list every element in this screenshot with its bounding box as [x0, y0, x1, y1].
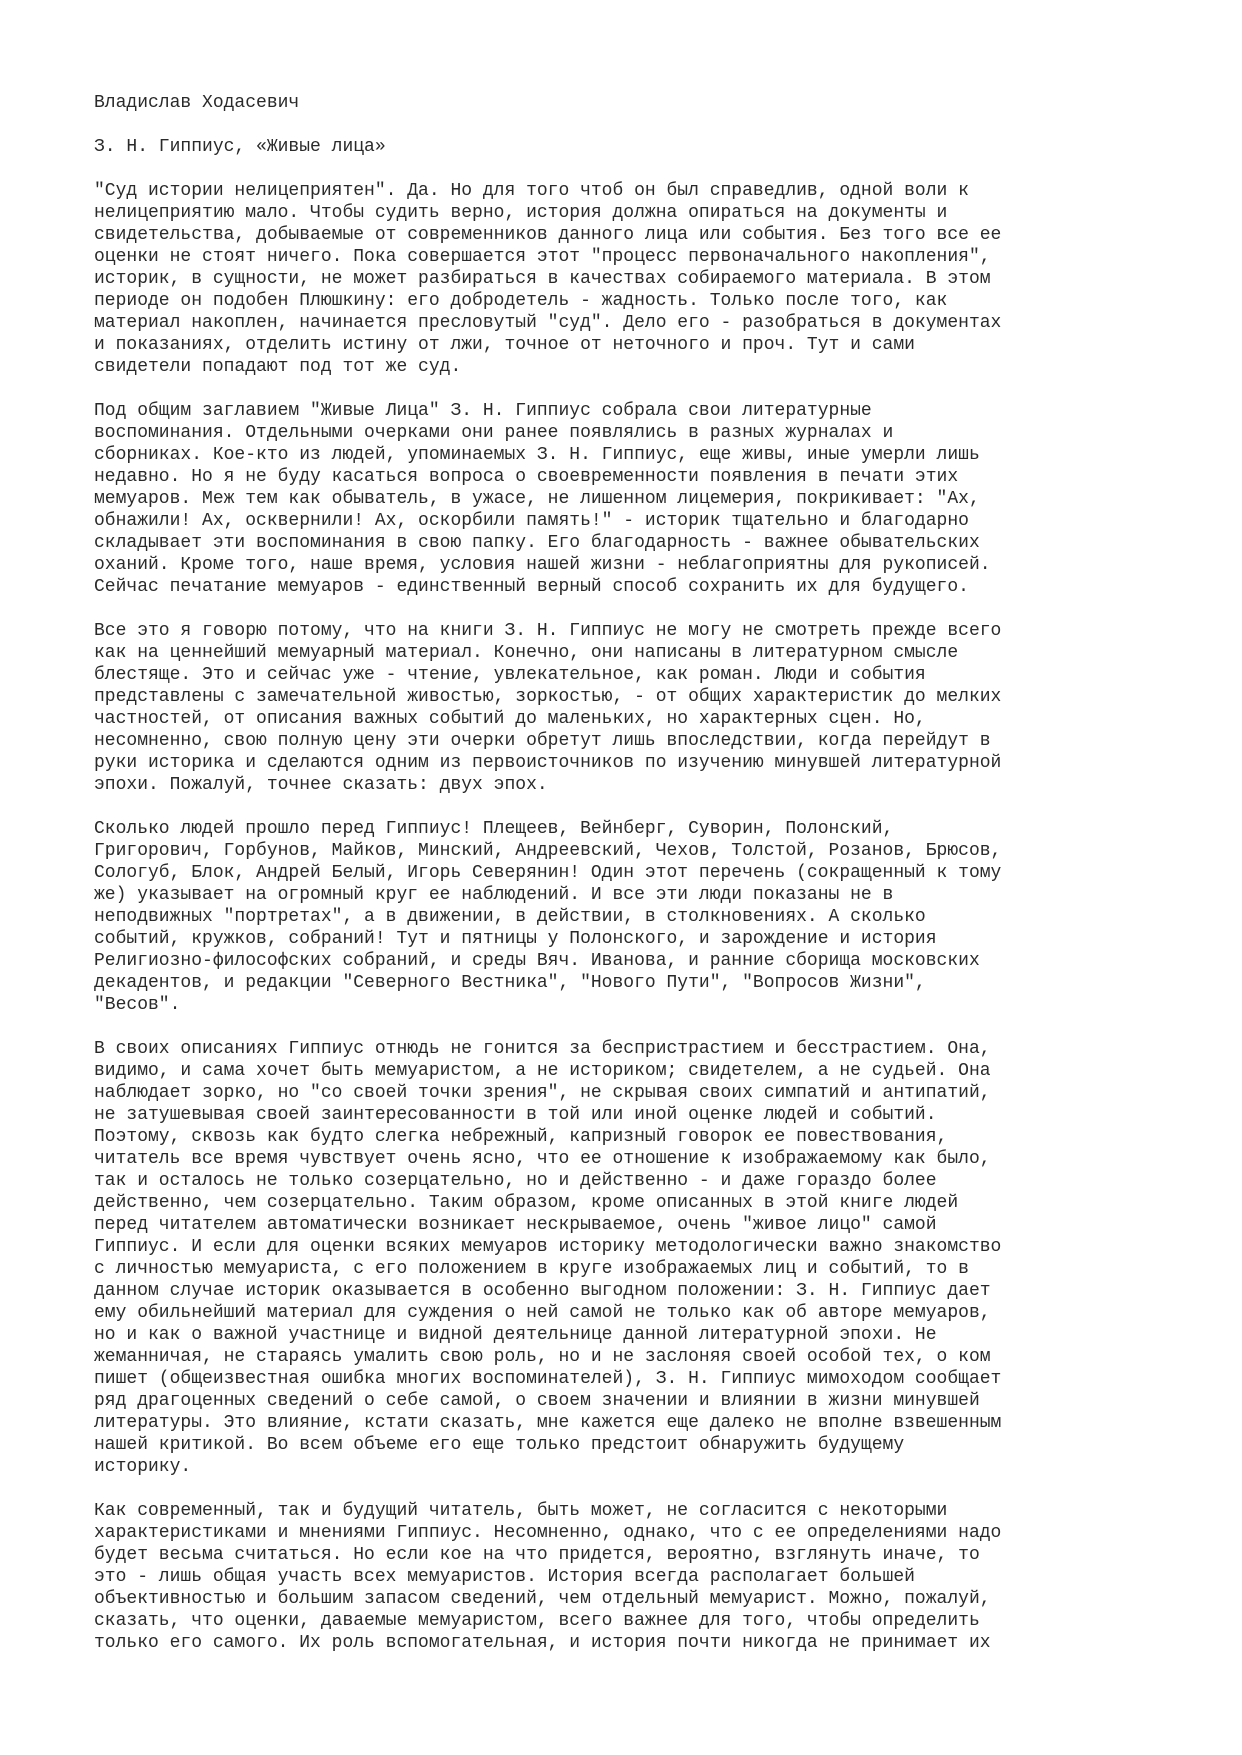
text-line: пишет (общеизвестная ошибка многих воспоминателей), З. Н. Гиппиус мимоходом сообщает — [94, 1369, 1002, 1389]
paragraph — [94, 1500, 1194, 1654]
text-line: материал накоплен, начинается пресловутый "суд". Дело его - разобраться в документах — [94, 313, 1002, 333]
text-line: руки историка и сделаются одним из первоисточников по изучению минувшей литературной — [94, 753, 1002, 773]
text-line: читатель все время чувствует очень ясно, что ее отношение к изображаемому как было, — [94, 1149, 991, 1169]
text-line: сказать, что оценки, даваемые мемуаристом, всего важнее для того, чтобы определить — [94, 1611, 980, 1631]
text-line: оханий. Кроме того, наше время, условия нашей жизни - неблагоприятны для рукописей. — [94, 555, 991, 575]
text-line: характеристиками и мнениями Гиппиус. Несомненно, однако, что с ее определениями надо — [94, 1523, 1002, 1543]
text-line: действенно, чем созерцательно. Таким образом, кроме описанных в этой книге людей — [94, 1193, 959, 1213]
text-line: Сейчас печатание мемуаров - единственный верный способ сохранить их для будущего. — [94, 577, 969, 597]
document-body — [94, 180, 1194, 1654]
text-line: Гиппиус. И если для оценки всяких мемуаров историку методологически важно знакомство — [94, 1237, 1002, 1257]
text-line: блестяще. Это и сейчас уже - чтение, увлекательное, как роман. Люди и события — [94, 665, 926, 685]
text-line: эпохи. Пожалуй, точнее сказать: двух эпох. — [94, 775, 548, 795]
text-line: Поэтому, сквозь как будто слегка небрежный, капризный говорок ее повествования, — [94, 1127, 948, 1147]
text-line: неподвижных "портретах", а в движении, в действии, в столкновениях. А сколько — [94, 907, 926, 927]
document-title: З. Н. Гиппиус, «Живые лица» — [94, 137, 386, 157]
text-line: "Суд истории нелицеприятен". Да. Но для того чтоб он был справедлив, одной воли к — [94, 181, 969, 201]
text-line: историку. — [94, 1457, 192, 1477]
author-name: Владислав Ходасевич — [94, 93, 300, 113]
text-line: периоде он подобен Плюшкину: его добродетель - жадность. Только после того, как — [94, 291, 948, 311]
text-line: нелицеприятию мало. Чтобы судить верно, история должна опираться на документы и — [94, 203, 948, 223]
text-line: нашей критикой. Во всем объеме его еще только предстоит обнаружить будущему — [94, 1435, 905, 1455]
text-line: событий, кружков, собраний! Тут и пятницы у Полонского, и зарождение и история — [94, 929, 937, 949]
text-line: так и осталось не только созерцательно, но и действенно - и даже гораздо более — [94, 1171, 937, 1191]
text-line: данном случае историк оказывается в особенно выгодном положении: З. Н. Гиппиус дает — [94, 1281, 991, 1301]
text-line: жеманничая, не стараясь умалить свою роль, но и не заслоняя своей особой тех, о ком — [94, 1347, 991, 1367]
text-line: же) указывает на огромный круг ее наблюдений. И все эти люди показаны не в — [94, 885, 894, 905]
text-line: Все это я говорю потому, что на книги З. Н. Гиппиус не могу не смотреть прежде всего — [94, 621, 1002, 641]
text-line: оценки не стоят ничего. Пока совершается этот "процесс первоначального накопления", — [94, 247, 991, 267]
text-line: Григорович, Горбунов, Майков, Минский, Андреевский, Чехов, Толстой, Розанов, Брюсов, — [94, 841, 1002, 861]
paragraph — [94, 818, 1194, 1016]
paragraph — [94, 180, 1194, 378]
text-line: воспоминания. Отдельными очерками они ранее появлялись в разных журналах и — [94, 423, 894, 443]
text-line: Религиозно-философских собраний, и среды Вяч. Иванова, и ранние сборища московских — [94, 951, 980, 971]
document-page — [94, 92, 1194, 1676]
text-line: декадентов, и редакции "Северного Вестника", "Нового Пути", "Вопросов Жизни", — [94, 973, 926, 993]
text-line: перед читателем автоматически возникает нескрываемое, очень "живое лицо" самой — [94, 1215, 937, 1235]
text-line: мемуаров. Меж тем как обыватель, в ужасе, не лишенном лицемерия, покрикивает: "Ах, — [94, 489, 980, 509]
text-line: свидетели попадают под тот же суд. — [94, 357, 462, 377]
text-line: В своих описаниях Гиппиус отнюдь не гонится за беспристрастием и бесстрастием. Она, — [94, 1039, 991, 1059]
text-line: наблюдает зорко, но "со своей точки зрения", не скрывая своих симпатий и антипатий, — [94, 1083, 991, 1103]
text-line: Сколько людей прошло перед Гиппиус! Плещеев, Вейнберг, Суворин, Полонский, — [94, 819, 894, 839]
paragraph — [94, 1038, 1194, 1478]
text-line: Сологуб, Блок, Андрей Белый, Игорь Северянин! Один этот перечень (сокращенный к тому — [94, 863, 1002, 883]
text-line: свидетельства, добываемые от современников данного лица или события. Без того все ее — [94, 225, 1002, 245]
text-line: историк, в сущности, не может разбираться в качествах собираемого материала. В этом — [94, 269, 991, 289]
text-line: не затушевывая своей заинтересованности в той или иной оценке людей и событий. — [94, 1105, 937, 1125]
text-line: объективностью и большим запасом сведений, чем отдельный мемуарист. Можно, пожалуй, — [94, 1589, 991, 1609]
text-line: несомненно, свою полную цену эти очерки обретут лишь впоследствии, когда перейдут в — [94, 731, 991, 751]
text-line: видимо, и сама хочет быть мемуаристом, а не историком; свидетелем, а не судьей. Она — [94, 1061, 991, 1081]
text-line: складывает эти воспоминания в свою папку. Его благодарность - важнее обывательских — [94, 533, 980, 553]
text-line: сборниках. Кое-кто из людей, упоминаемых З. Н. Гиппиус, еще живы, иные умерли лишь — [94, 445, 980, 465]
text-line: Как современный, так и будущий читатель, быть может, не согласится с некоторыми — [94, 1501, 948, 1521]
text-line: с личностью мемуариста, с его положением в круге изображаемых лиц и событий, то в — [94, 1259, 969, 1279]
text-line: обнажили! Ах, осквернили! Ах, оскорбили память!" - историк тщательно и благодарно — [94, 511, 969, 531]
text-line: ряд драгоценных сведений о себе самой, о своем значении и влиянии в жизни минувшей — [94, 1391, 980, 1411]
text-line: ему обильнейший материал для суждения о ней самой не только как об авторе мемуаров, — [94, 1303, 991, 1323]
paragraph — [94, 620, 1194, 796]
text-line: только его самого. Их роль вспомогательная, и история почти никогда не принимает их — [94, 1633, 991, 1653]
text-line: как на ценнейший мемуарный материал. Конечно, они написаны в литературном смысле — [94, 643, 959, 663]
text-line: представлены с замечательной живостью, зоркостью, - от общих характеристик до мелких — [94, 687, 1002, 707]
text-line: частностей, от описания важных событий до маленьких, но характерных сцен. Но, — [94, 709, 926, 729]
text-line: это - лишь общая участь всех мемуаристов. История всегда располагает большей — [94, 1567, 915, 1587]
text-line: Под общим заглавием "Живые Лица" З. Н. Гиппиус собрала свои литературные — [94, 401, 872, 421]
text-line: недавно. Но я не буду касаться вопроса о своевременности появления в печати этих — [94, 467, 959, 487]
text-line: литературы. Это влияние, кстати сказать, мне кажется еще далеко не вполне взвешенным — [94, 1413, 1002, 1433]
text-line: и показаниях, отделить истину от лжи, точное от неточного и проч. Тут и сами — [94, 335, 915, 355]
paragraph — [94, 400, 1194, 598]
text-line: будет весьма считаться. Но если кое на что придется, вероятно, взглянуть иначе, то — [94, 1545, 980, 1565]
text-line: но и как о важной участнице и видной деятельнице данной литературной эпохи. Не — [94, 1325, 937, 1345]
text-line: "Весов". — [94, 995, 181, 1015]
